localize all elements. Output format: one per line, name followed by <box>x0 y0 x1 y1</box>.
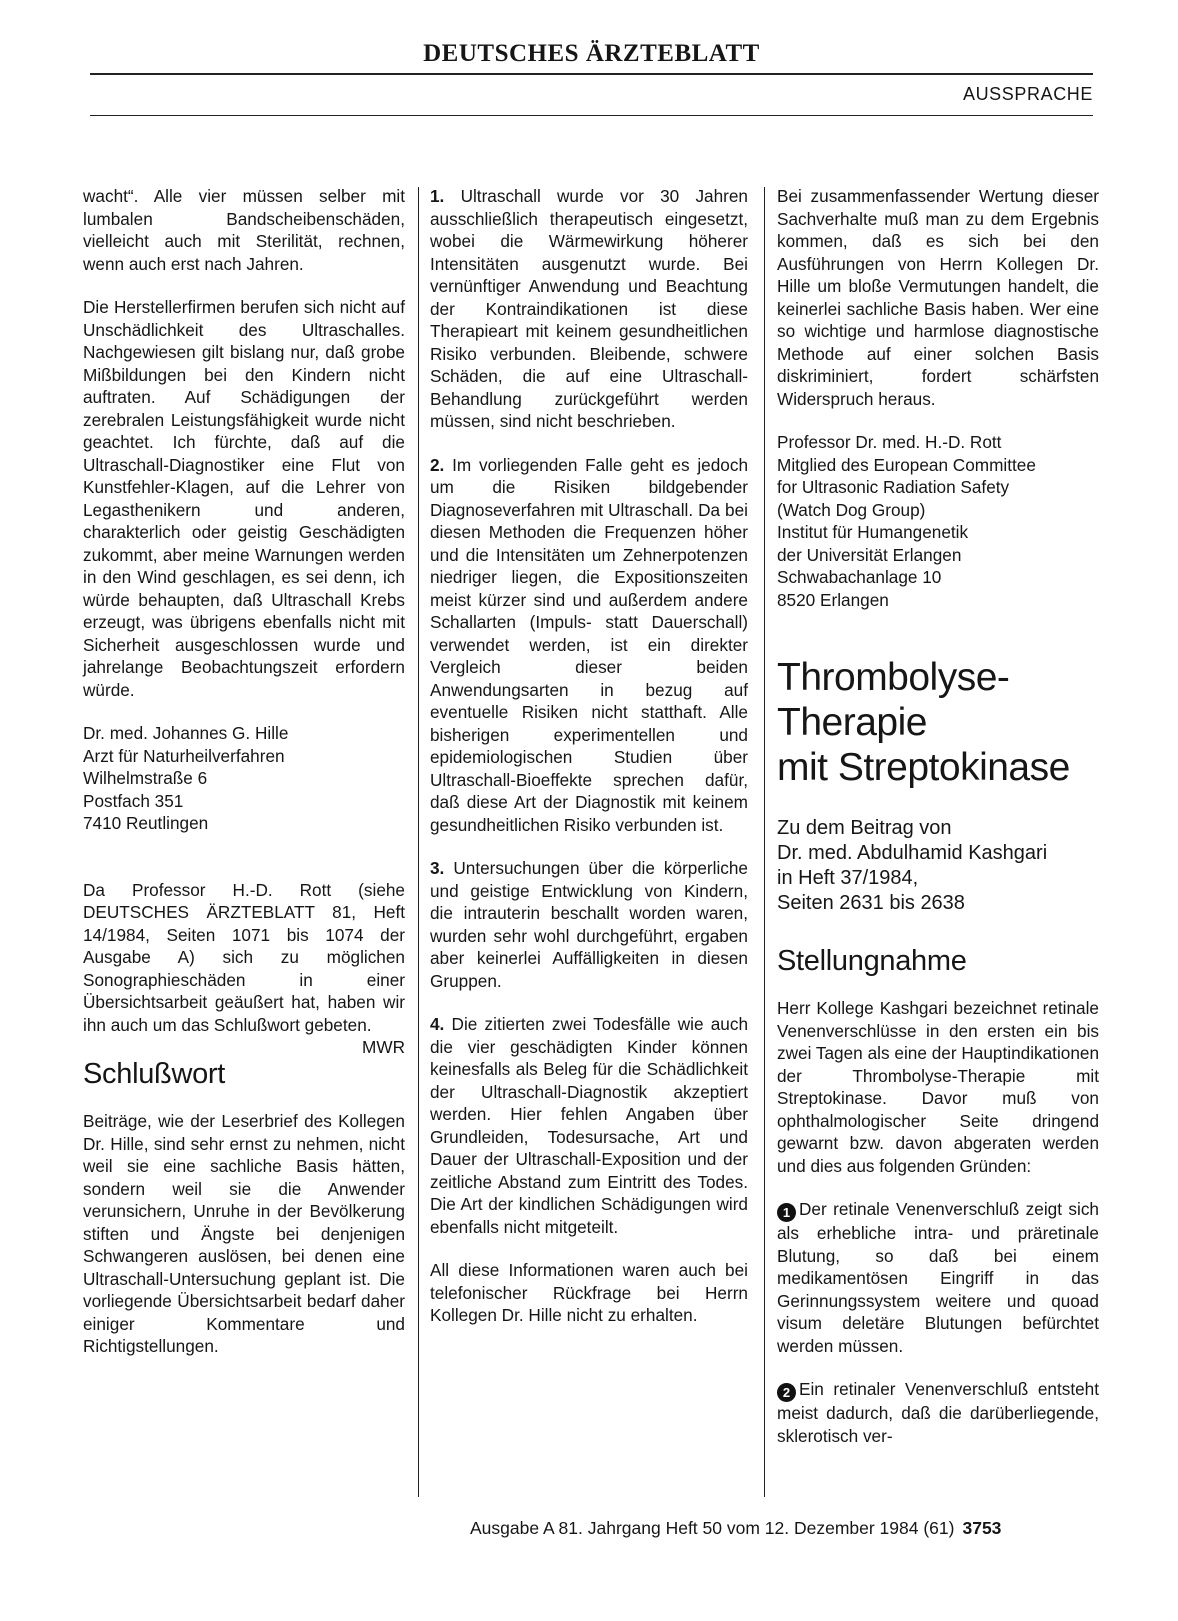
paragraph: Herr Kollege Kashgari bezeichnet retinale Venenverschlüsse in den ersten ein bis zwei Tagen als eine der Hauptindikationen der Thrombolyse-Therapie mit Streptokinase. Davor muß von ophthalmologischer Seite dringend gewarnt bzw. davon abgeraten werden und dies aus folgenden Gründen: <box>777 998 1099 1176</box>
editor-mark: MWR <box>362 1037 405 1057</box>
signature-line: Institut für Humangenetik <box>777 522 969 542</box>
item-text: Untersuchungen über die körperliche und geistige Entwicklung von Kindern, die intrauterin beschallt worden waren, wurden sehr wohl durchgeführt, ergaben aber keinerlei Auffälligkeiten in diesen Gruppen. <box>430 858 748 991</box>
signature-line: (Watch Dog Group) <box>777 499 926 520</box>
item-number: 4. <box>430 1014 445 1034</box>
numbered-item <box>430 185 748 433</box>
number-badge-icon: 2 <box>777 1383 796 1402</box>
section-heading: Schlußwort <box>83 1058 226 1090</box>
page-footer <box>470 1518 1001 1539</box>
item-text: Im vorliegenden Falle geht es jedoch um die Risiken bildgebender Diagnoseverfahren mit Ultraschall. Da bei diesen Methoden die Frequenzen höher und die Intensitäten um Zehnerpotenzen niedriger liegen, die Expositionszeiten meist kürzer sind und außerdem andere Schallarten (Impuls- statt Dauerschall) verwendet werden, ist ein direkter Vergleich dieser beiden Anwendungsarten in bezug auf eventuelle Risiken nicht statthaft. Alle bisherigen experimentellen und epidemiologischen Studien über Ultraschall-Bioeffekte sprechen dafür, daß diese Art der Diagnostik mit keinem gesundheitlichen Risiko verbunden ist. <box>430 454 748 835</box>
editor-note <box>83 879 405 1057</box>
signature-line: Arzt für Naturheilverfahren <box>83 745 285 766</box>
column-2 <box>430 185 748 1348</box>
header-rule <box>90 115 1093 116</box>
issue-info: Ausgabe A 81. Jahrgang Heft 50 vom 12. Dezember 1984 (61) <box>470 1518 955 1538</box>
signature-line: Dr. med. Johannes G. Hille <box>83 723 289 743</box>
reference-line: Dr. med. Abdulhamid Kashgari <box>777 842 1048 864</box>
reference-line: in Heft 37/1984, <box>777 867 919 889</box>
paragraph: wacht“. Alle vier müssen selber mit lumbalen Bandscheibenschäden, vielleicht auch mit Sterilität, rechnen, wenn auch erst nach Jahren. <box>83 186 405 274</box>
numbered-item <box>430 857 748 992</box>
signature-line: 8520 Erlangen <box>777 589 889 610</box>
editor-note-text: Da Professor H.-D. Rott (siehe DEUTSCHES ÄRZTEBLATT 81, Heft 14/1984, Seiten 1071 bis 1074 der Ausgabe A) sich zu möglichen Sonographieschäden in einer Übersichtsarbeit geäußert hat, haben wir ihn auch um das Schlußwort gebeten. <box>83 879 405 1035</box>
point-text: Der retinale Venenverschluß zeigt sich als erhebliche intra- und präretinale Blutung, so daß bei einem medikamentösen Eingriff in das Gerinnungssystem weitere und quoad visum deletäre Blutungen befürchtet werden müssen. <box>777 1199 1099 1356</box>
item-text: Ultraschall wurde vor 30 Jahren ausschließlich therapeutisch eingesetzt, wobei die Wärmewirkung höherer Intensitäten ausgenutzt wurde. Bei vernünftiger Anwendung und Beachtung der Kontraindikationen ist diese Therapieart mit keinem gesundheitlichen Risiko verbunden. Bleibende, schwere Schäden, die auf eine Ultraschall-Behandlung zurückgeführt werden müssen, sind nicht beschrieben. <box>430 186 748 431</box>
column-3 <box>777 185 1099 1468</box>
paragraph: Die Herstellerfirmen berufen sich nicht auf Unschädlichkeit des Ultraschalles. Nachgewiesen gilt bislang nur, daß grobe Mißbildungen bei den Kindern nicht auftraten. Auf Schädigungen der zerebralen Leistungsfähigkeit wurde nicht geachtet. Ich fürchte, daß auf die Ultraschall-Diagnostiker eine Flut von Kunstfehler-Klagen, auf die Lehrer von Legasthenikern und anderen, charakterlich oder geistig Geschädigten zukommt, aber meine Warnungen werden in den Wind geschlagen, es sei denn, ich würde behaupten, daß Ultraschall Krebs erzeugt, was übrigens ebenfalls nicht mit Sicherheit ausgeschlossen wurde und jahrelange Beobachtungszeit erfordern würde. <box>83 297 405 700</box>
item-number: 2. <box>430 454 445 475</box>
title-line: mit Streptokinase <box>777 746 1070 789</box>
column-divider <box>418 187 419 1497</box>
point-text: Ein retinaler Venenverschluß entsteht meist dadurch, daß die darüberliegende, sklerotisch ver- <box>777 1379 1099 1446</box>
signature-line: for Ultrasonic Radiation Safety <box>777 477 1010 497</box>
paragraph: Bei zusammenfassender Wertung dieser Sachverhalte muß man zu dem Ergebnis kommen, daß es sich bei den Ausführungen von Herrn Kollegen Dr. Hille um bloße Vermutungen handelt, die keinerlei sachliche Basis haben. Wer eine so wichtige und harmlose diagnostische Methode auf einer solchen Basis diskriminiert, fordert schärfsten Widerspruch heraus. <box>777 186 1099 409</box>
reference-line: Seiten 2631 bis 2638 <box>777 892 965 914</box>
numbered-point <box>777 1378 1099 1447</box>
number-badge-icon: 1 <box>777 1203 796 1222</box>
author-signature <box>777 431 1099 611</box>
numbered-item <box>430 454 748 837</box>
signature-line: Schwabachanlage 10 <box>777 567 942 587</box>
section-label: AUSSPRACHE <box>962 84 1093 104</box>
title-line: Thrombolyse- <box>777 656 1010 699</box>
column-divider <box>764 187 765 1497</box>
masthead: DEUTSCHES ÄRZTEBLATT <box>423 40 760 67</box>
page-number: 3753 <box>962 1518 1002 1538</box>
signature-line: 7410 Reutlingen <box>83 813 209 833</box>
signature-line: Mitglied des European Committee <box>777 454 1036 475</box>
numbered-item <box>430 1013 748 1238</box>
item-number: 3. <box>430 858 445 878</box>
signature-line: Wilhelmstraße 6 <box>83 768 208 788</box>
signature-line: der Universität Erlangen <box>777 544 962 565</box>
signature-line: Professor Dr. med. H.-D. Rott <box>777 432 1002 452</box>
title-line: Therapie <box>777 701 927 744</box>
item-text: Die zitierten zwei Todesfälle wie auch die vier geschädigten Kinder können keinesfalls als Beleg für die Schädlichkeit der Ultraschall-Diagnostik akzeptiert werden. Hier fehlen Angaben über Grundleiden, Todesursache, Art und Dauer der Ultraschall-Exposition und der zeitliche Abstand zum Eintritt des Todes. Die Art der kindlichen Schädigungen wird ebenfalls nicht mitgeteilt. <box>430 1014 749 1237</box>
section-heading: Stellungnahme <box>777 945 967 977</box>
paragraph: All diese Informationen waren auch bei telefonischer Rückfrage bei Herrn Kollegen Dr. Hille nicht zu erhalten. <box>430 1260 748 1325</box>
column-1 <box>83 185 405 1379</box>
article-title <box>777 655 1099 790</box>
item-number: 1. <box>430 186 445 206</box>
numbered-point <box>777 1198 1099 1357</box>
author-signature <box>83 722 405 835</box>
article-reference <box>777 816 1099 916</box>
paragraph: Beiträge, wie der Leserbrief des Kollegen Dr. Hille, sind sehr ernst zu nehmen, nicht weil sie eine sachliche Basis hätten, sondern weil sie die Anwender verunsichern, Unruhe in der Bevölkerung stiften und Ängste bei denjenigen Schwangeren auslösen, bei denen eine Ultraschall-Untersuchung geplant ist. Die vorliegende Übersichtsarbeit bedarf daher einiger Kommentare und Richtigstellungen. <box>83 1111 405 1356</box>
masthead-rule <box>90 73 1093 75</box>
signature-line: Postfach 351 <box>83 790 184 811</box>
reference-line: Zu dem Beitrag von <box>777 817 952 839</box>
